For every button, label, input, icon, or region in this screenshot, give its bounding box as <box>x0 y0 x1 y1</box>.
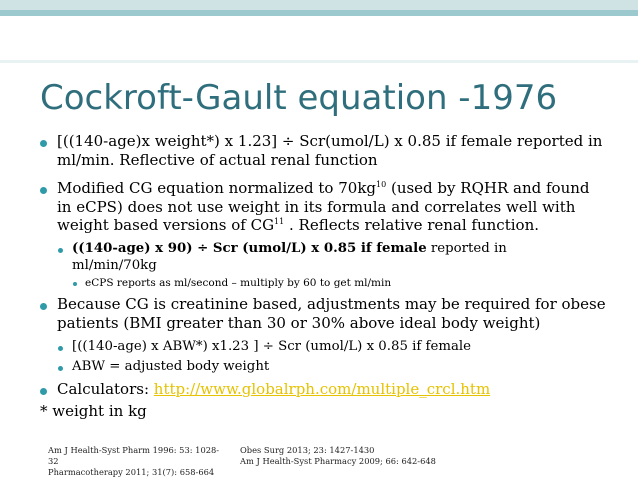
bullet-obese-adjustment <box>57 295 632 332</box>
bullet-line: ml/min. Reflective of actual renal function <box>57 150 378 169</box>
bullet-line: ml/min/70kg <box>72 258 157 273</box>
bullet-line: patients (BMI greater than 30 or 30% above ideal body weight) <box>57 313 541 332</box>
sub-bullet-abw-formula: [((140-age) x ABW*) x1.23 ] ÷ Scr (umol/L) x 0.85 if female <box>72 339 471 354</box>
calculator-link[interactable]: http://www.globalrph.com/multiple_crcl.htm <box>153 380 491 398</box>
reference: Am J Health-Syst Pharmacy 2009; 66: 642-648 <box>240 456 436 466</box>
sub-bullet-abw-definition: ABW = adjusted body weight <box>72 359 270 374</box>
sub-bullet-icon <box>58 248 63 253</box>
sub-bullet-icon <box>58 346 63 351</box>
sub-bullet-formula <box>72 240 627 274</box>
sub-bullet-icon <box>58 366 63 371</box>
bullet-icon <box>40 303 47 310</box>
references-right <box>240 445 460 467</box>
bullet-line: Modified CG equation normalized to $70kg^{10}$ (used by RQHR and found <box>57 179 590 197</box>
bullet-line: ((140-age) x 90) ÷ Scr (umol/L) x 0.85 if female reported in <box>72 241 507 256</box>
bullet-icon <box>40 140 47 147</box>
reference: Am J Health-Syst Pharm 1996: 53: 1028-32 <box>48 445 220 466</box>
bullet-icon <box>40 187 47 194</box>
bullet-icon <box>40 388 47 395</box>
header-band <box>0 60 638 63</box>
reference: Pharmacotherapy 2011; 31(7): 658-664 <box>48 467 215 477</box>
sub-sub-bullet-ecps: eCPS reports as ml/second – multiply by 60 to get ml/min <box>85 277 392 289</box>
bullet-line: [((140-age)x weight*) x 1.23] ÷ Scr(umol/L) x 0.85 if female reported in <box>57 132 603 150</box>
bullet-line: Because CG is creatinine based, adjustments may be required for obese <box>57 295 606 313</box>
top-band-accent <box>0 10 638 16</box>
sub-sub-bullet-icon <box>73 282 77 286</box>
references-left <box>48 445 228 478</box>
weight-footnote: * weight in kg <box>40 402 147 420</box>
slide-title: Cockroft-Gault equation -1976 <box>40 78 558 118</box>
bullet-line: in eCPS) does not use weight in its formula and correlates well with <box>57 197 576 216</box>
bullet-cg-formula <box>57 132 632 169</box>
reference: Obes Surg 2013; 23: 1427-1430 <box>240 445 375 455</box>
bullet-calculators: Calculators: http://www.globalrph.com/multiple_crcl.htm <box>57 380 491 398</box>
bullet-line: weight based versions of CG$^{11}$ . Reflects relative renal function. <box>57 216 539 234</box>
top-band <box>0 0 638 10</box>
bullet-modified-cg <box>57 179 632 235</box>
